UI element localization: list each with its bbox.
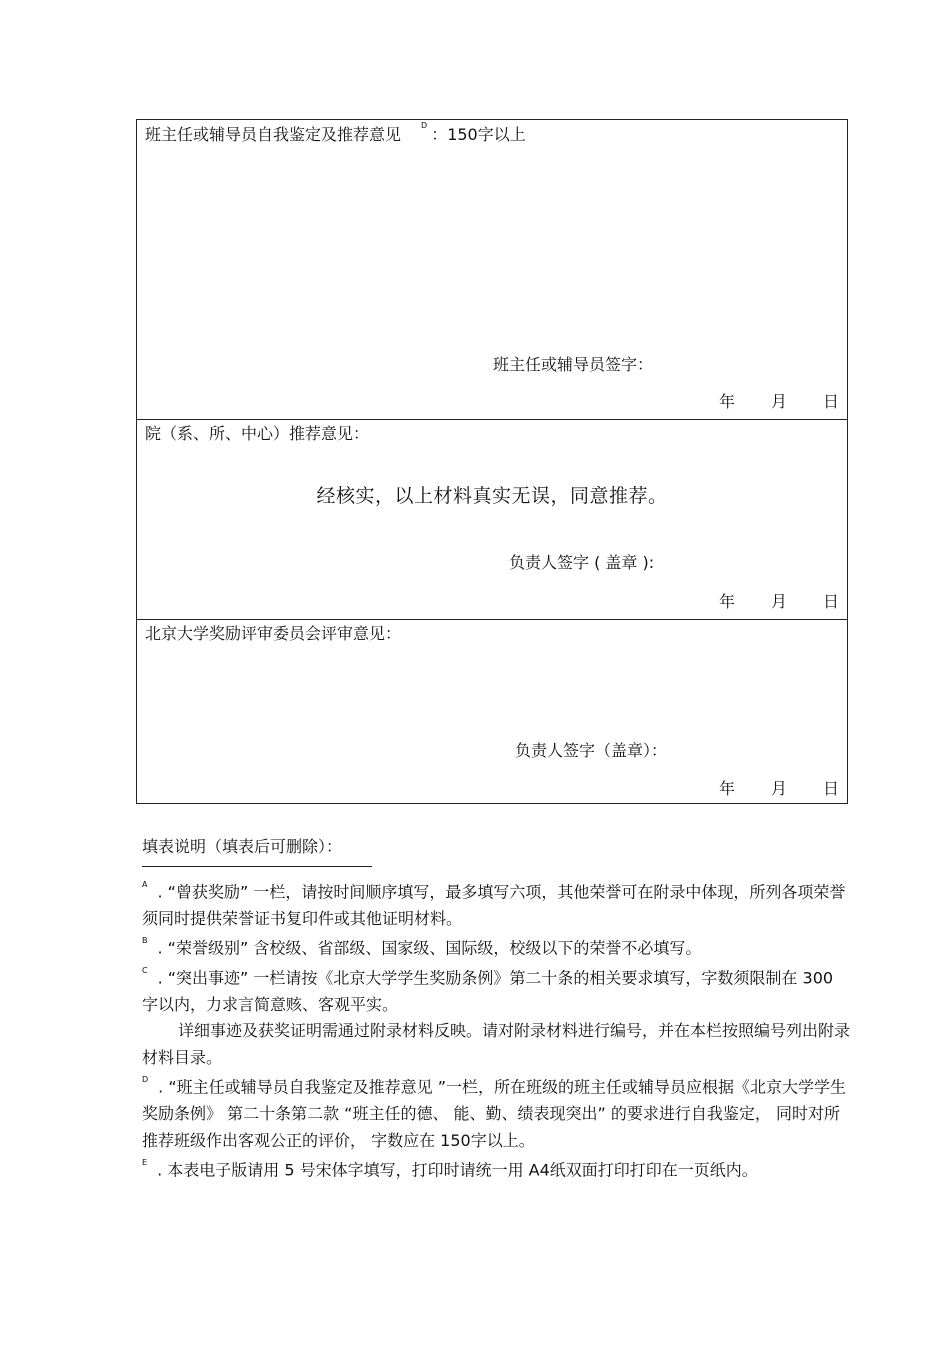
note-item: [142, 1154, 852, 1184]
note-item: [142, 1071, 852, 1154]
note-text: . “突出事迹” 一栏请按《北京大学学生奖励条例》第二十条的相关要求填写，字数须限制在 300 字以内，力求言简意赅、客观平实。: [142, 968, 834, 1014]
note-marker: E: [142, 1158, 148, 1168]
note-marker: D: [142, 1075, 149, 1085]
date-day: 日: [823, 592, 840, 611]
date-day: 日: [823, 779, 840, 798]
date-year: 年: [719, 392, 736, 411]
note-marker: B: [142, 936, 148, 946]
department-section: [137, 419, 847, 620]
notes-title: 填表说明（填表后可删除）：: [142, 837, 343, 856]
notes-divider: [142, 866, 372, 867]
date-month: 月: [771, 592, 788, 611]
note-item: [142, 932, 852, 962]
note-item: [142, 1018, 852, 1071]
note-marker: C: [142, 966, 148, 976]
committee-section: [137, 619, 847, 805]
class-advisor-label-suffix: ：150字以上: [431, 125, 526, 144]
date-year: 年: [719, 592, 736, 611]
class-advisor-date: [719, 389, 839, 412]
date-month: 月: [771, 779, 788, 798]
note-marker: A: [142, 880, 148, 889]
class-advisor-label-text: 班主任或辅导员自我鉴定及推荐意见: [145, 125, 402, 144]
department-statement: 经核实，以上材料真实无误，同意推荐。: [316, 485, 668, 507]
recommendation-form: [136, 119, 848, 804]
note-text: . “荣誉级别” 含校级、省部级、国家级、国际级，校级以下的荣誉不必填写。: [157, 938, 702, 958]
department-label: 院（系、所、中心）推荐意见：: [145, 424, 370, 443]
note-item: [142, 962, 852, 1018]
note-text: . “班主任或辅导员自我鉴定及推荐意见 ”一栏，所在班级的班主任或辅导员应根据《北京大学学生奖励条例》 第二十条第二款 “班主任的德、 能、勤、绩表现突出” 的要求进行自我鉴定， 同时对所推荐班级作出客观公正的评价， 字数应在 150字以上。: [142, 1077, 847, 1150]
committee-date: [719, 776, 839, 799]
department-date: [719, 589, 839, 612]
date-day: 日: [823, 392, 840, 411]
date-month: 月: [771, 392, 788, 411]
footnote-marker-d: D: [421, 120, 428, 130]
class-advisor-label: [145, 122, 526, 145]
notes-list: [142, 876, 852, 1184]
class-advisor-signature: 班主任或辅导员签字：: [493, 355, 654, 374]
class-advisor-section: [137, 120, 847, 420]
department-signature: 负责人签字 ( 盖章 ):: [509, 553, 655, 572]
note-item: [142, 876, 852, 932]
note-text: 详细事迹及获奖证明需通过附录材料反映。请对附录材料进行编号，并在本栏按照编号列出附录材料目录。: [142, 1021, 851, 1067]
committee-signature: 负责人签字（盖章）：: [515, 741, 668, 760]
date-year: 年: [719, 779, 736, 798]
committee-label: 北京大学奖励评审委员会评审意见：: [145, 624, 402, 643]
note-text: . “曾获奖励” 一栏，请按时间顺序填写，最多填写六项，其他荣誉可在附录中体现，所列各项荣誉须同时提供荣誉证书复印件或其他证明材料。: [142, 882, 846, 928]
note-text: . 本表电子版请用 5 号宋体字填写，打印时请统一用 A4纸双面打印打印在一页纸内。: [157, 1160, 758, 1180]
